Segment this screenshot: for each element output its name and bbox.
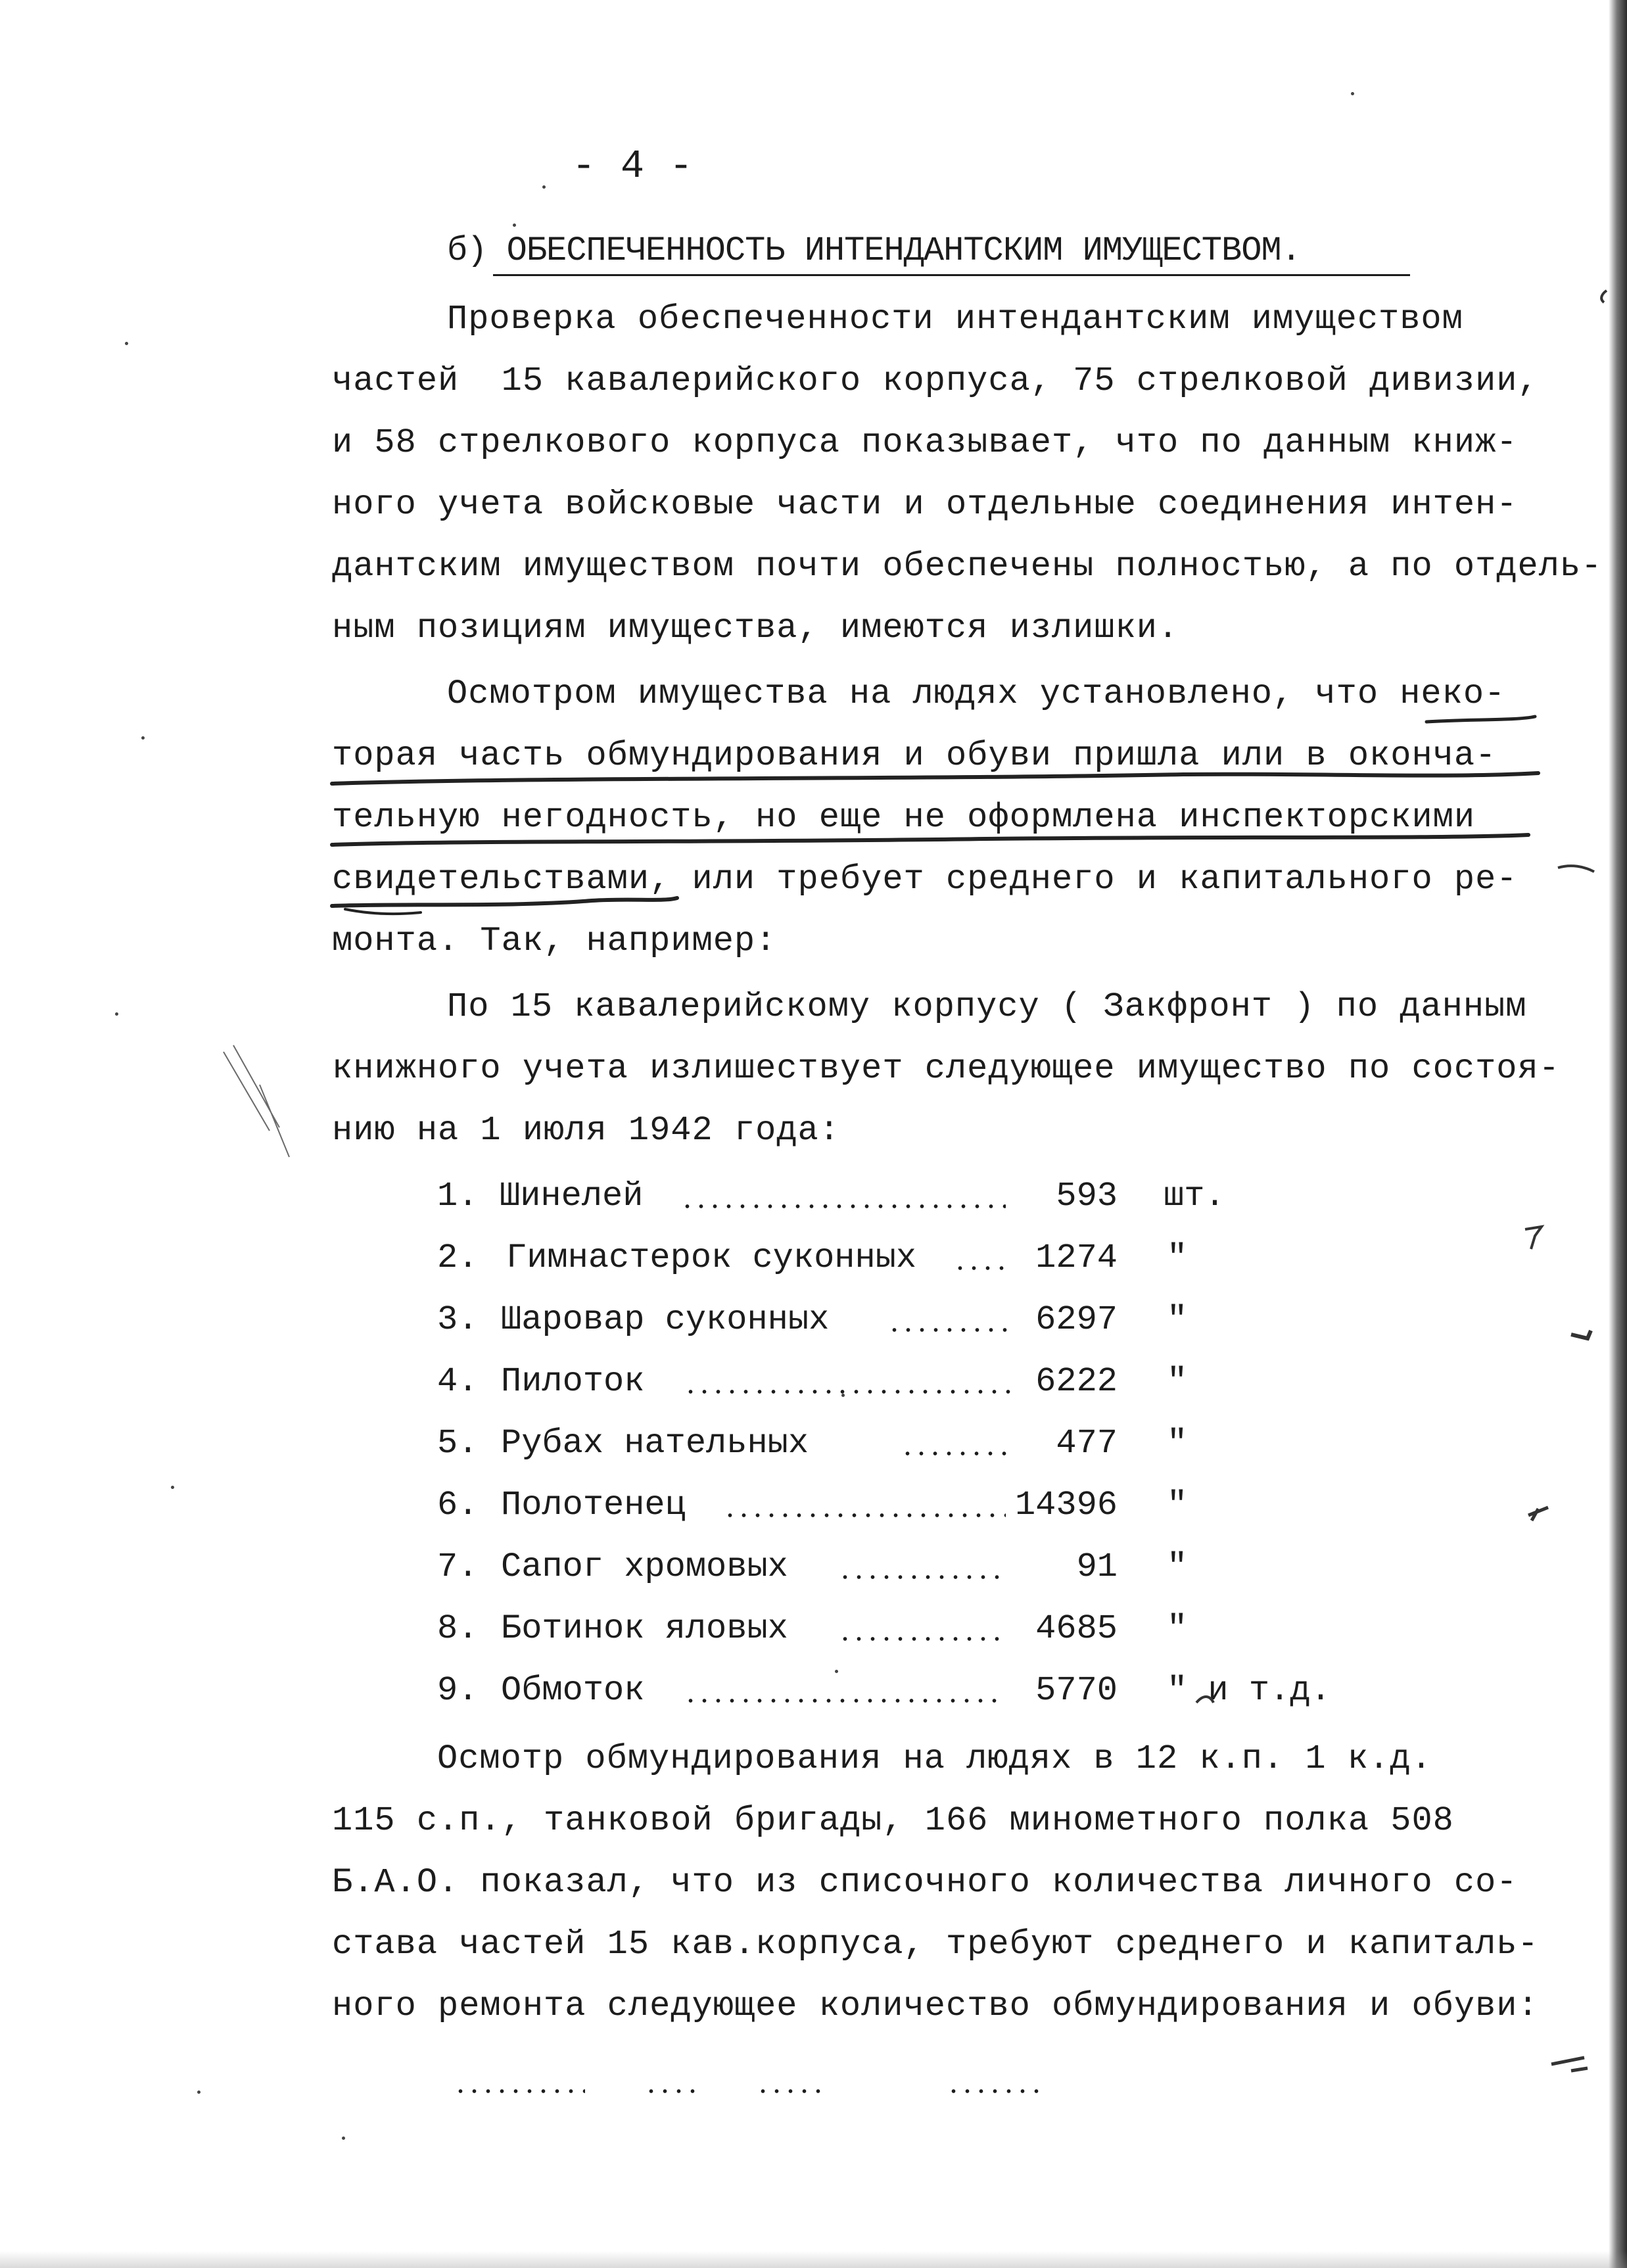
- ink-blot: [1571, 1331, 1591, 1338]
- item-quantity: 14396: [1014, 1486, 1118, 1524]
- item-name: Шинелей: [500, 1177, 644, 1216]
- item-unit: ": [1167, 1424, 1188, 1463]
- item-number: 1.: [437, 1177, 479, 1216]
- scan-bottom-shadow: [0, 2251, 1627, 2268]
- scan-speck: [342, 2137, 345, 2140]
- item-name: Ботинок яловых: [501, 1609, 788, 1648]
- item-unit: ": [1167, 1547, 1188, 1586]
- scan-speck: [171, 1486, 174, 1489]
- item-quantity: 6222: [1035, 1362, 1118, 1401]
- item-name: Гимнастерок суконных: [506, 1239, 917, 1277]
- item-quantity: 1274: [1035, 1239, 1118, 1277]
- trailing-dots: [454, 2089, 585, 2093]
- item-quantity: 477: [1056, 1424, 1118, 1463]
- item-number: 8.: [437, 1609, 479, 1648]
- item-name: Шаровар суконных: [501, 1300, 830, 1339]
- paragraph4-line: ного ремонта следующее количество обмундирования и обуви:: [332, 1987, 1539, 2025]
- item-number: 9.: [437, 1671, 479, 1710]
- item-name: Рубах нательных: [501, 1424, 809, 1463]
- item-quantity: 91: [1076, 1547, 1118, 1586]
- paragraph4-line: става частей 15 кав.корпуса, требуют среднего и капиталь-: [332, 1925, 1539, 1964]
- scan-speck: [125, 342, 128, 345]
- section-heading: б) ОБЕСПЕЧЕННОСТЬ ИНТЕНДАНТСКИМ ИМУЩЕСТВОМ.: [447, 231, 1301, 270]
- item-name: Сапог хромовых: [501, 1547, 788, 1586]
- item-unit: шт.: [1164, 1177, 1225, 1216]
- item-quantity: 6297: [1035, 1300, 1118, 1339]
- scan-speck: [141, 736, 145, 740]
- item-unit: ": [1167, 1486, 1188, 1524]
- scan-scratch: [224, 1045, 289, 1157]
- paragraph4-line: 115 с.п., танковой бригады, 166 минометного полка 508: [332, 1801, 1454, 1840]
- paragraph2-line: свидетельствами, или требует среднего и капитального ре-: [332, 860, 1518, 899]
- ink-blot: [1551, 2058, 1588, 2071]
- paragraph1-line: дантским имуществом почти обеспечены полностью, а по отдель-: [332, 547, 1603, 586]
- paragraph1-line: и 58 стрелкового корпуса показывает, что по данным книж-: [332, 423, 1518, 462]
- item-number: 7.: [437, 1547, 479, 1586]
- scan-speck: [197, 2091, 200, 2094]
- scan-speck: [542, 185, 546, 189]
- paragraph2-line: Осмотром имущества на людях установлено, что неко-: [447, 674, 1506, 713]
- heading-underline: [493, 274, 1410, 276]
- pencil-underline: [345, 909, 421, 914]
- paragraph4-line: Б.А.О. показал, что из списочного количества личного со-: [332, 1863, 1518, 1902]
- item-number: 5.: [437, 1424, 479, 1463]
- paragraph1-line: ного учета войсковые части и отдельные соединения интен-: [332, 485, 1518, 524]
- item-name: Пилоток: [501, 1362, 645, 1401]
- ink-blot: [1601, 291, 1607, 302]
- item-quantity: 4685: [1035, 1609, 1118, 1648]
- paragraph1-line: Проверка обеспеченности интендантским имуществом: [447, 300, 1463, 339]
- paragraph3-line: нию на 1 июля 1942 года:: [332, 1111, 840, 1150]
- paragraph1-line: частей 15 кавалерийского корпуса, 75 стрелковой дивизии,: [332, 362, 1539, 400]
- paragraph2-line: тельную негодность, но еще не оформлена инспекторскими: [332, 798, 1476, 837]
- item-number: 4.: [437, 1362, 479, 1401]
- trailing-dots: [756, 2089, 828, 2093]
- paragraph4-line: Осмотр обмундирования на людях в 12 к.п. 1 к.д.: [437, 1739, 1432, 1778]
- item-unit: ": [1167, 1239, 1188, 1277]
- item-unit: ": [1167, 1362, 1188, 1401]
- page-number: - 4 -: [572, 145, 694, 189]
- ink-blot: [1528, 1507, 1548, 1521]
- item-name: Обмоток: [501, 1671, 645, 1710]
- item-quantity: 593: [1056, 1177, 1118, 1216]
- scan-edge-shadow: [1609, 0, 1627, 2268]
- ink-blot: [1525, 1227, 1542, 1249]
- paragraph2-line: торая часть обмундирования и обуви пришла или в оконча-: [332, 736, 1497, 775]
- paragraph3-line: По 15 кавалерийскому корпусу ( Закфронт ) по данным: [447, 987, 1527, 1026]
- paragraph2-line: монта. Так, например:: [332, 922, 777, 960]
- paragraph1-line: ным позициям имущества, имеются излишки.: [332, 609, 1179, 648]
- item-number: 2.: [437, 1239, 479, 1277]
- paragraph3-line: книжного учета излишествует следующее имущество по состоя-: [332, 1049, 1560, 1088]
- item-number: 3.: [437, 1300, 479, 1339]
- scan-speck: [841, 1394, 845, 1397]
- item-unit: " и т.д.: [1167, 1671, 1331, 1710]
- item-unit: ": [1167, 1609, 1188, 1648]
- scan-speck: [1351, 92, 1354, 95]
- scan-speck: [513, 224, 516, 227]
- trailing-dots: [644, 2089, 703, 2093]
- trailing-dots: [947, 2089, 1039, 2093]
- scan-speck: [115, 1012, 118, 1016]
- scan-speck: [835, 1670, 838, 1673]
- item-name: Полотенец: [501, 1486, 686, 1524]
- ink-blot: [1558, 866, 1594, 872]
- item-unit: ": [1167, 1300, 1188, 1339]
- item-quantity: 5770: [1035, 1671, 1118, 1710]
- item-number: 6.: [437, 1486, 479, 1524]
